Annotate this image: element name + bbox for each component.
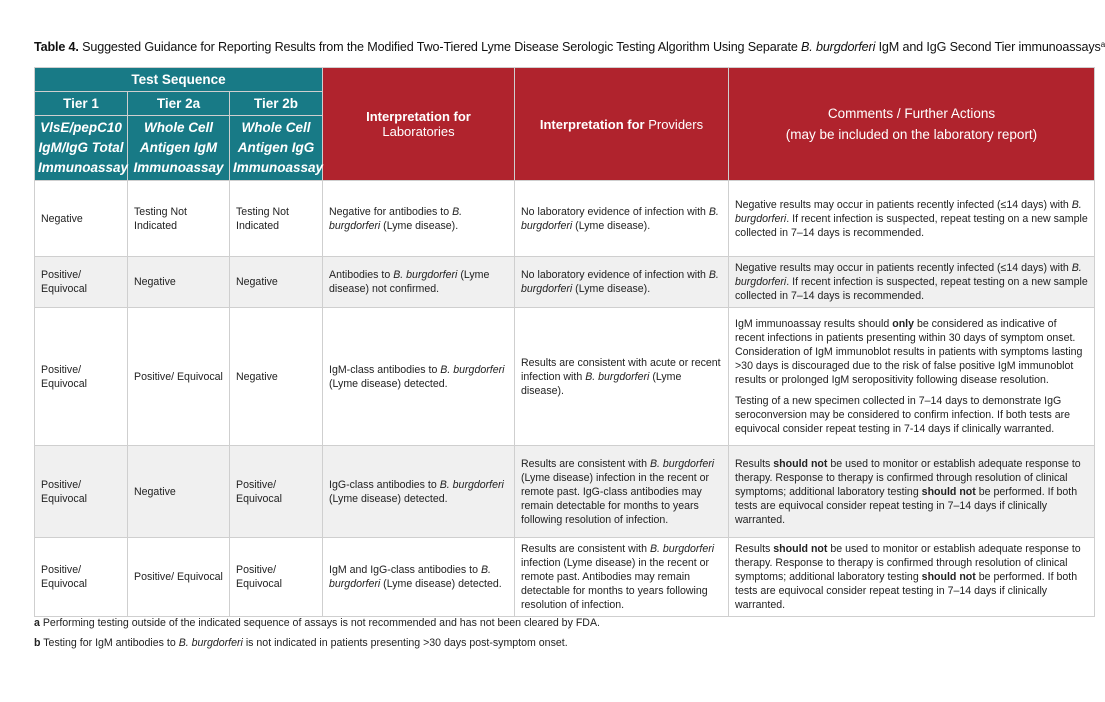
provider-interpretation-cell: No laboratory evidence of infection with B. burgdorferi (Lyme disease). xyxy=(515,257,729,308)
lab-interpretation-header xyxy=(323,68,515,181)
tier-1-cell: Positive/ Equivocal xyxy=(35,446,128,538)
guidance-table xyxy=(34,67,1095,617)
caption-organism: B. burgdorferi xyxy=(801,40,876,54)
comment-paragraph: IgM immunoassay results should only be considered as indicative of recent infections in patients presenting within 30 days of symptom onset. Consideration of IgM immunoblot results in patients with symptoms lasting >30 days is discouraged due to the risk of false positive IgM immunoblot results or prolonged IgM seropositivity following disease resolution. xyxy=(735,318,1083,386)
tier-2a-cell: Positive/ Equivocal xyxy=(128,538,230,617)
comment-paragraph: Testing of a new specimen collected in 7–14 days to demonstrate IgG seroconversion may be considered to confirm infection. If both tests are equivocal consider repeat testing in 7-14 days if clinically warranted. xyxy=(735,395,1071,435)
provider-interpretation-header xyxy=(515,68,729,181)
tier-2b-cell: Positive/ Equivocal xyxy=(230,446,323,538)
test-sequence-header: Test Sequence xyxy=(35,68,323,92)
table-caption xyxy=(34,40,1105,54)
caption-footnote-mark: a xyxy=(1100,40,1105,49)
provider-interpretation-cell: Results are consistent with acute or recent infection with B. burgdorferi (Lyme disease). xyxy=(515,308,729,446)
tier-2a-assay: Whole Cell Antigen IgM Immunoassay xyxy=(128,116,230,181)
table-row xyxy=(35,308,1095,446)
lab-interpretation-cell: IgG-class antibodies to B. burgdorferi (Lyme disease) detected. xyxy=(323,446,515,538)
comments-subtitle: (may be included on the laboratory report) xyxy=(785,127,1038,142)
caption-text: Suggested Guidance for Reporting Results from the Modified Two-Tiered Lyme Disease Serologic Testing Algorithm Using Separate xyxy=(78,40,802,54)
tier-2b-cell: Positive/ Equivocal xyxy=(230,538,323,617)
caption-label: Table 4. xyxy=(34,40,79,54)
tier-2b-cell: Testing Not Indicated xyxy=(230,181,323,257)
footnote-text: Performing testing outside of the indicated sequence of assays is not recommended and has not been cleared by FDA. xyxy=(42,617,600,629)
tier-2a-cell: Negative xyxy=(128,446,230,538)
lab-interpretation-cell: IgM and IgG-class antibodies to B. burgdorferi (Lyme disease) detected. xyxy=(323,538,515,617)
comment-cell: Results should not be used to monitor or establish adequate response to therapy. Response to therapy is confirmed through resolution of clinical symptoms; additional laboratory testing should not be performed. If both tests are equivocal consider repeat testing in 7–14 days if clinically warranted. xyxy=(729,446,1095,538)
tier-2b-assay: Whole Cell Antigen IgG Immunoassay xyxy=(230,116,323,181)
table-row xyxy=(35,446,1095,538)
lab-interpretation-cell: Antibodies to B. burgdorferi (Lyme disease) not confirmed. xyxy=(323,257,515,308)
lab-interp-bold: Interpretation for xyxy=(366,109,471,124)
tier-2a-cell: Positive/ Equivocal xyxy=(128,308,230,446)
footnote-text: Testing for IgM antibodies to B. burgdorferi is not indicated in patients presenting >30 days post-symptom onset. xyxy=(43,637,568,649)
comment-cell: Negative results may occur in patients recently infected (≤14 days) with B. burgdorferi. If recent infection is suspected, repeat testing on a new sample collected in 7–14 days is recommended. xyxy=(729,257,1095,308)
table-row xyxy=(35,257,1095,308)
lab-interpretation-cell: IgM-class antibodies to B. burgdorferi (Lyme disease) detected. xyxy=(323,308,515,446)
lab-interp-norm: Laboratories xyxy=(382,124,455,139)
footnote-mark: b xyxy=(34,637,41,649)
comment-cell: Results should not be used to monitor or establish adequate response to therapy. Response to therapy is confirmed through resolution of clinical symptoms; additional laboratory testing should not be performed. If both tests are equivocal consider repeat testing in 7–14 days if clinically warranted. xyxy=(729,538,1095,617)
footnote-mark: a xyxy=(34,617,40,629)
provider-interpretation-cell: Results are consistent with B. burgdorferi infection (Lyme disease) in the recent or remote past. Antibodies may remain detectable for months to years following resolution of infection. xyxy=(515,538,729,617)
tier-1-assay: VlsE/pepC10 IgM/IgG Total Immunoassay xyxy=(35,116,128,181)
provider-interpretation-cell: Results are consistent with B. burgdorferi (Lyme disease) infection in the recent or remote past. IgG-class antibodies may remain detectable for months to years following resolution of infection. xyxy=(515,446,729,538)
tier-1-cell: Negative xyxy=(35,181,128,257)
comment-cell xyxy=(729,308,1095,446)
tier-1-cell: Positive/ Equivocal xyxy=(35,257,128,308)
tier-2a-cell: Negative xyxy=(128,257,230,308)
tier-1-cell: Positive/ Equivocal xyxy=(35,538,128,617)
prov-interp-bold: Interpretation for xyxy=(539,116,645,132)
table-row xyxy=(35,538,1095,617)
footnote-a xyxy=(34,617,600,629)
comment-cell: Negative results may occur in patients recently infected (≤14 days) with B. burgdorferi. If recent infection is suspected, repeat testing on a new sample collected in 7–14 days is recommended. xyxy=(729,181,1095,257)
tier-2b-cell: Negative xyxy=(230,257,323,308)
comments-title: Comments / Further Actions xyxy=(827,106,996,121)
footnote-b xyxy=(34,637,568,649)
tier-1-cell: Positive/ Equivocal xyxy=(35,308,128,446)
tier-2a-header: Tier 2a xyxy=(128,92,230,116)
provider-interpretation-cell: No laboratory evidence of infection with B. burgdorferi (Lyme disease). xyxy=(515,181,729,257)
prov-interp-norm: Providers xyxy=(644,116,704,132)
lab-interpretation-cell: Negative for antibodies to B. burgdorferi (Lyme disease). xyxy=(323,181,515,257)
tier-1-header: Tier 1 xyxy=(35,92,128,116)
comments-header xyxy=(729,68,1095,181)
table-row xyxy=(35,181,1095,257)
tier-2b-header: Tier 2b xyxy=(230,92,323,116)
tier-2a-cell: Testing Not Indicated xyxy=(128,181,230,257)
tier-2b-cell: Negative xyxy=(230,308,323,446)
caption-text-end: IgM and IgG Second Tier immunoassays xyxy=(875,40,1101,54)
